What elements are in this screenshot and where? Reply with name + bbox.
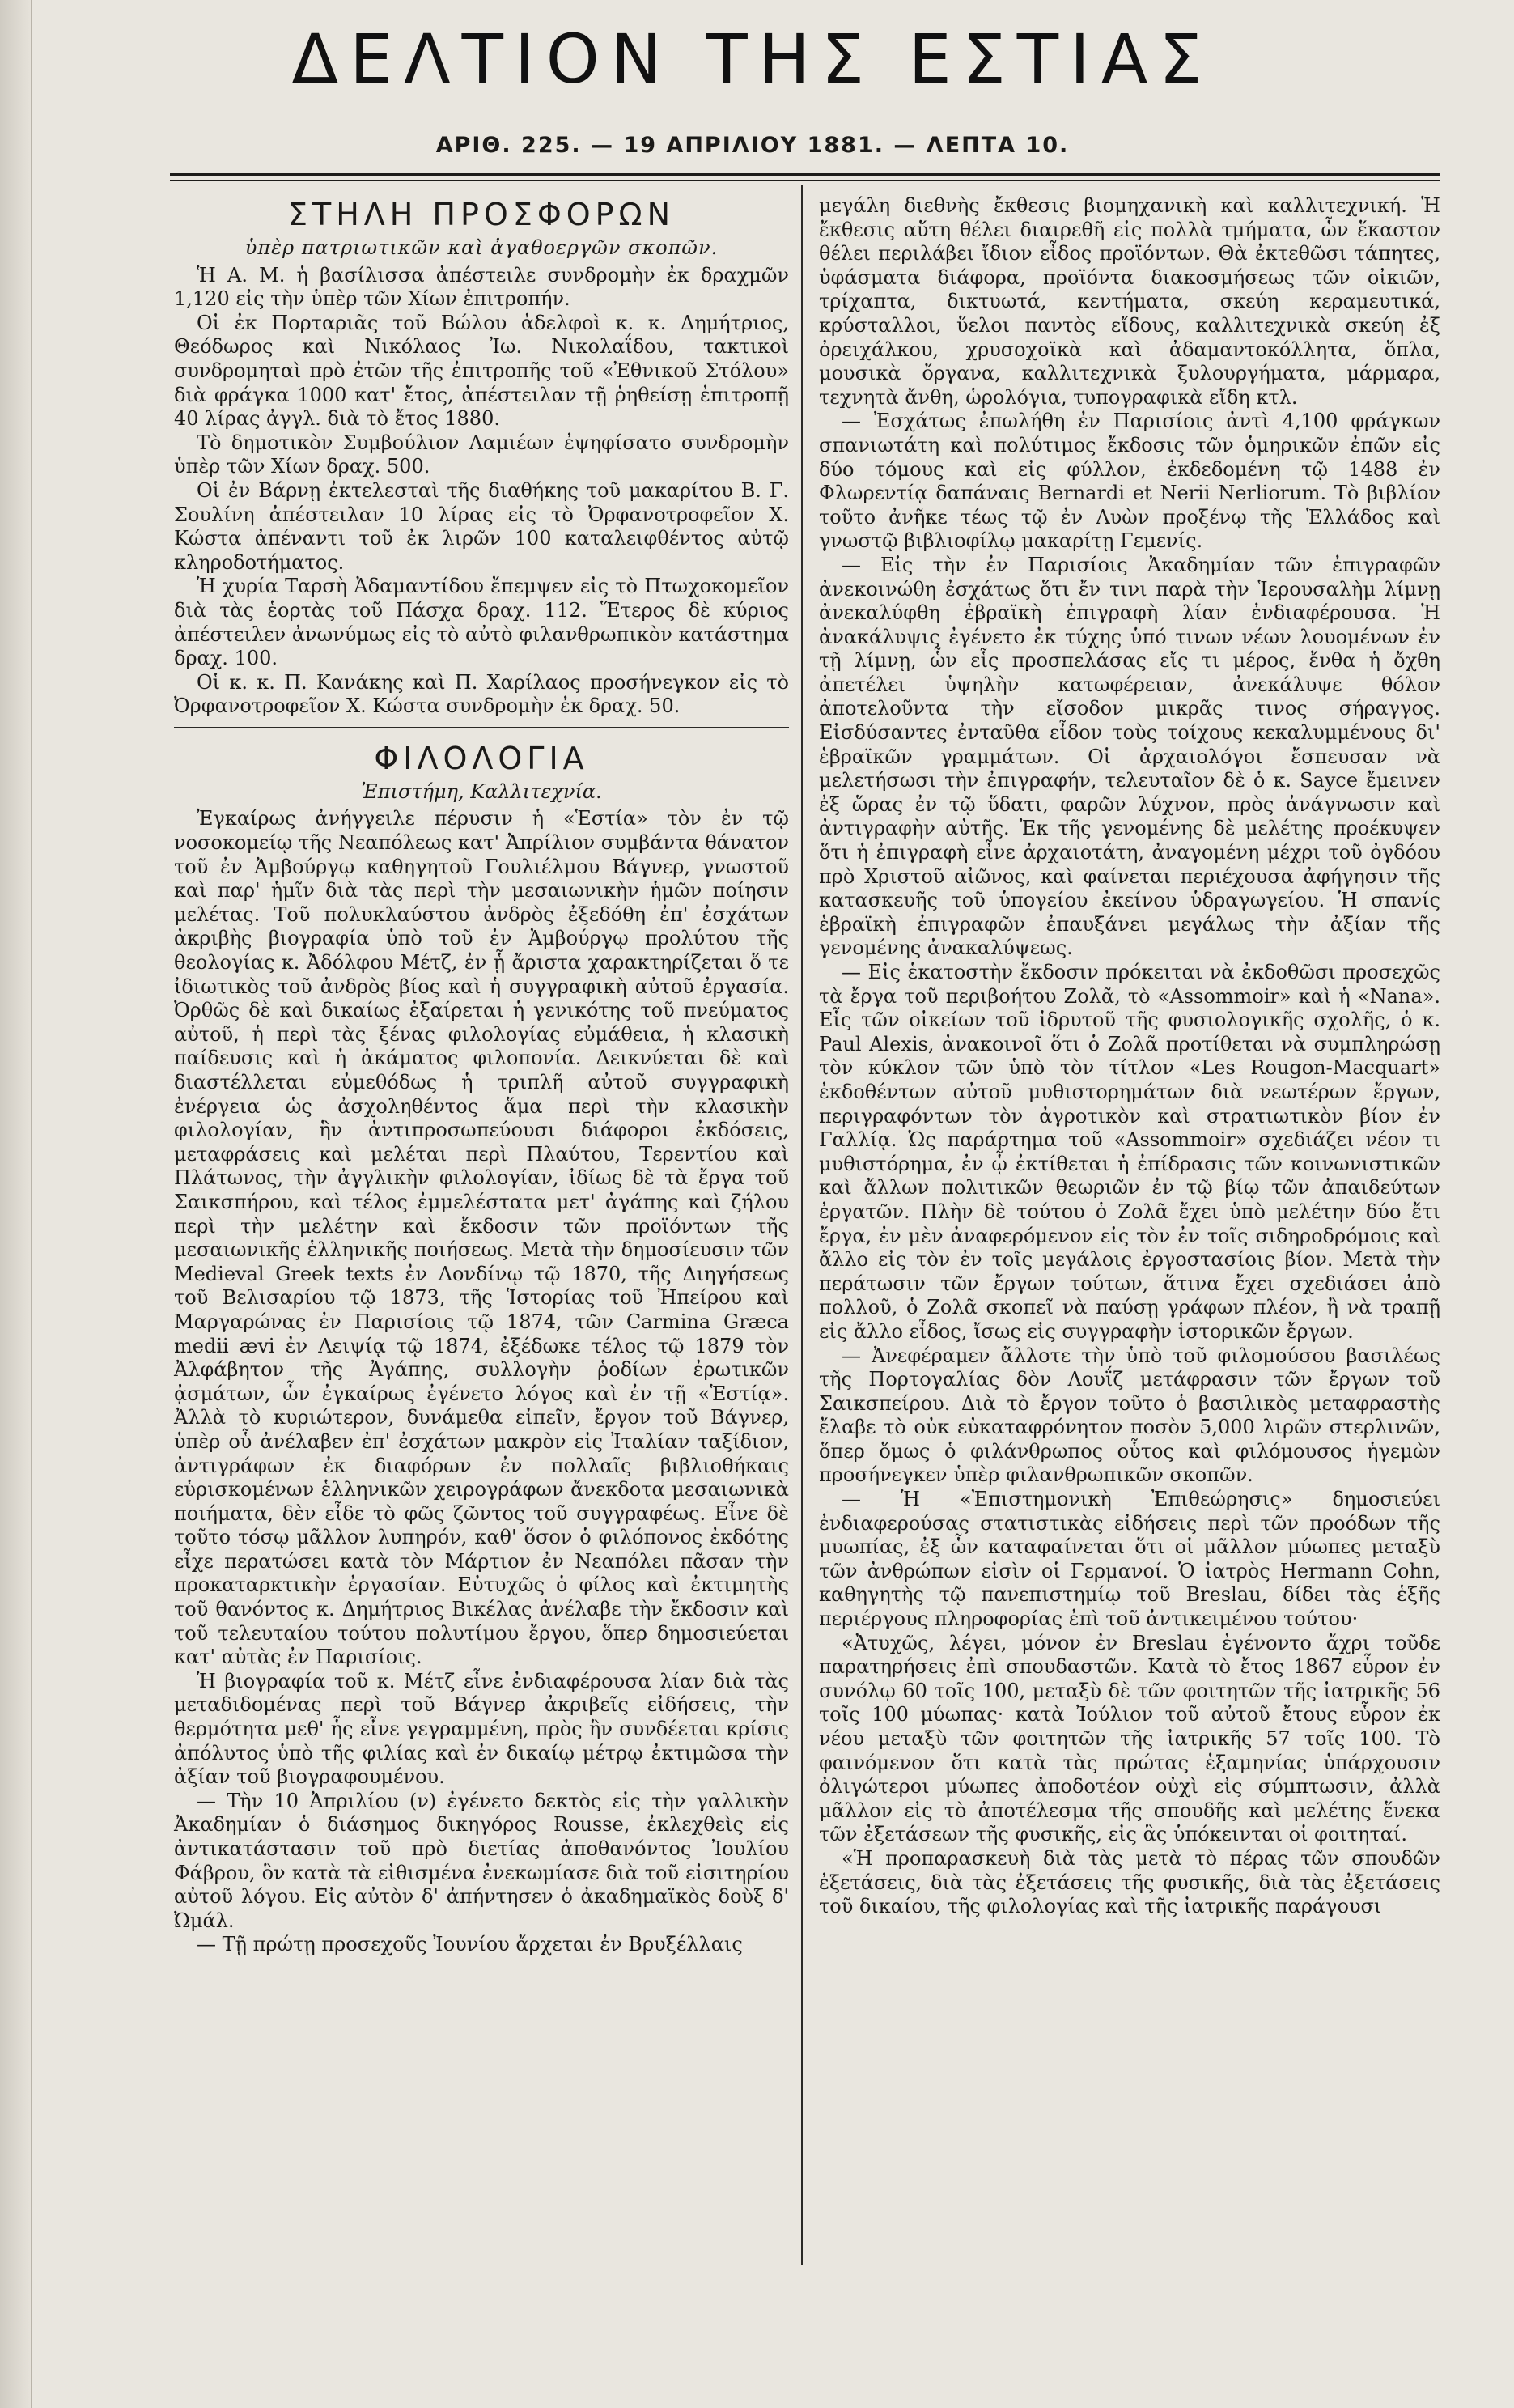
offers-heading: ΣΤΗΛΗ ΠΡΟΣΦΟΡΩΝ [287,197,676,232]
previous-page-edge [0,0,32,2408]
offer-paragraph: Ἡ Α. Μ. ἡ βασίλισσα ἀπέστειλε συνδρομὴν ἐκ δραχμῶν 1,120 εἰς τὴν ὑπὲρ τῶν Χίων ἐπιτροπήν. [174,263,789,311]
article-paragraph: — Ἡ «Ἐπιστημονικὴ Ἐπιθεώρησις» δημοσιεύει ἐνδιαφερούσας στατιστικὰς εἰδήσεις περὶ τῶν προόδων τῆς μυωπίας, ἐξ ὧν καταφαίνεται ὅτι οἱ μᾶλλον μύωπες μεταξὺ τῶν ἀνθρώπων εἰσὶν οἱ Γερμανοί. Ὁ ἰατρὸς Hermann Cohn, καθηγητὴς τῷ πανεπιστημίῳ τοῦ Breslau, δίδει τὰς ἑξῆς περιέργους πληροφορίας ἐπὶ τοῦ ἀντικειμένου τούτου· [819,1488,1440,1631]
offer-paragraph: Οἱ ἐκ Πορταριᾶς τοῦ Βώλου ἀδελφοὶ κ. κ. Δημήτριος, Θεόδωρος καὶ Νικόλαος Ἰω. Νικολαΐδου, τακτικοὶ συνδρομηταὶ πρὸ ἐτῶν τῆς ἐπιτροπῆς τοῦ «Ἐθνικοῦ Στόλου» διὰ φράγκα 1000 κατ' ἔτος, ἀπέστειλαν τῇ ῥηθείσῃ ἐπιτροπῇ 40 λίρας ἀγγλ. διὰ τὸ ἔτος 1880. [174,311,789,431]
right-column [819,194,1440,1919]
philology-subheading: Ἐπιστήμη, Καλλιτεχνία. [361,779,602,803]
left-column [174,194,789,1957]
article-paragraph: — Ἐσχάτως ἐπωλήθη ἐν Παρισίοις ἀντὶ 4,100 φράγκων σπανιωτάτη καὶ πολύτιμος ἔκδοσις τῶν ὁμηρικῶν ἐπῶν εἰς δύο τόμους καὶ εἰς φύλλον, ἐκδεδομένη τῷ 1488 ἐν Φλωρεντίᾳ δαπάναις Bernardi et Nerii Nerliorum. Τὸ βιβλίον τοῦτο ἀνῆκε τέως τῷ ἐν Λυὼν προξένῳ τῆς Ἑλλάδος καὶ γνωστῷ βιβλιοφίλῳ μακαρίτῃ Γεμενίς. [819,410,1440,553]
offer-paragraph: Τὸ δημοτικὸν Συμβούλιον Λαμιέων ἐψηφίσατο συνδρομὴν ὑπὲρ τῶν Χίων δραχ. 500. [174,431,789,478]
philology-heading: ΦΙΛΟΛΟΓΙΑ [374,740,589,776]
article-paragraph: — Τὴν 10 Ἀπριλίου (ν) ἐγένετο δεκτὸς εἰς τὴν γαλλικὴν Ἀκαδημίαν ὁ διάσημος δικηγόρος Rousse, ἐκλεχθεὶς εἰς ἀντικατάστασιν τοῦ πρὸ διετίας ἀποθανόντος Ἰουλίου Φάβρου, ὃν κατὰ τὰ εἰθισμένα ἐνεκωμίασε διὰ τοῦ εἰσιτηρίου αὐτοῦ λόγου. Εἰς αὐτὸν δ' ἀπήντησεν ὁ ἀκαδημαϊκὸς δοὺξ δ' Ὠμάλ. [174,1789,789,1932]
offer-paragraph: Οἱ ἐν Βάρνῃ ἐκτελεσταὶ τῆς διαθήκης τοῦ μακαρίτου Β. Γ. Σουλίνη ἀπέστειλαν 10 λίρας εἰς τὸ Ὀρφανοτροφεῖον Χ. Κώστα ἀπέναντι τοῦ ἐκ λιρῶν 100 καταλειφθέντος αὐτῷ κληροδοτήματος. [174,478,789,574]
header-rule-thin [170,180,1440,181]
masthead [121,15,1384,158]
article-paragraph: «Ἀτυχῶς, λέγει, μόνον ἐν Breslau ἐγένοντο ἄχρι τοῦδε παρατηρήσεις ἐπὶ σπουδαστῶν. Κατὰ τὸ ἔτος 1867 εὗρον ἐν συνόλῳ 60 τοῖς 100, μεταξὺ δὲ τῶν φοιτητῶν τῆς ἰατρικῆς 56 τοῖς 100 μύωπας· κατὰ Ἰούλιον τοῦ αὐτοῦ ἔτους εὗρον ἐκ νέου μεταξὺ τῶν φοιτητῶν τῆς ἰατρικῆς 57 τοῖς 100. Τὸ φαινόμενον ὅτι κατὰ τὰς πρώτας ἑξαμηνίας ὑπάρχουσιν ὀλιγώτεροι μύωπες ἀποδοτέον οὐχὶ εἰς σύμπτωσιν, ἀλλὰ μᾶλλον εἰς τὸ ἀποτέλεσμα τῆς σπουδῆς καὶ μελέτης ἕνεκα τῶν ἐξετάσεων τῆς φυσικῆς, εἰς ἃς ὑπόκεινται οἱ φοιτηταί. [819,1631,1440,1846]
offer-paragraph: Οἱ κ. κ. Π. Κανάκης καὶ Π. Χαρίλαος προσήνεγκον εἰς τὸ Ὀρφανοτροφεῖον Χ. Κώστα συνδρομὴν ἐκ δραχ. 50. [174,670,789,718]
article-paragraph: — Εἰς τὴν ἐν Παρισίοις Ἀκαδημίαν τῶν ἐπιγραφῶν ἀνεκοινώθη ἐσχάτως ὅτι ἔν τινι παρὰ τὴν Ἱερουσαλὴμ λίμνῃ ἀνεκαλύφθη ἑβραϊκὴ ἐπιγραφὴ λίαν ἐνδιαφέρουσα. Ἡ ἀνακάλυψις ἐγένετο ἐκ τύχης ὑπό τινων νέων λουομένων ἐν τῇ λίμνῃ, ὧν εἷς προσπελάσας εἴς τι μέρος, ἔνθα ἡ ὄχθη ἀπετέλει ὑψηλὴν κατωφέρειαν, ἀνεκάλυψε θόλον ἀποτελοῦντα τὴν εἴσοδον μικρᾶς τινος σήραγγος. Εἰσδύσαντες ἐνταῦθα εἶδον τοὺς τοίχους κεκαλυμμένους δι' ἑβραϊκῶν γραμμάτων. Οἱ ἀρχαιολόγοι ἔσπευσαν νὰ μελετήσωσι τὴν ἐπιγραφήν, τελευταῖον δὲ ὁ κ. Sayce ἔμεινεν ἐξ ὥρας ἐν τῷ ὕδατι, φαρῶν λύχνον, πρὸς ἀνάγνωσιν καὶ ἀντιγραφὴν αὐτῆς. Ἐκ τῆς γενομένης δὲ μελέτης προέκυψεν ὅτι ἡ ἐπιγραφὴ εἶνε ἀρχαιοτάτη, ἀναγομένη μέχρι τοῦ ὀγδόου πρὸ Χριστοῦ αἰῶνος, καὶ φαίνεται περιέχουσα ἀφήγησιν τῆς κατασκευῆς τοῦ ὑπογείου ἐκείνου ὑδραγωγείου. Ἡ σπανίς ἑβραϊκὴ ἐπιγραφῶν ἐπαυξάνει μεγάλως τὴν ἀξίαν τῆς γενομένης ἀνακαλύψεως. [819,553,1440,960]
article-paragraph: Ἐγκαίρως ἀνήγγειλε πέρυσιν ἡ «Ἑστία» τὸν ἐν τῷ νοσοκομείῳ τῆς Νεαπόλεως κατ' Ἀπρίλιον συμβάντα θάνατον τοῦ ἐν Ἀμβούργῳ καθηγητοῦ Γουλιέλμου Βάγνερ, γνωστοῦ καὶ παρ' ἡμῖν διὰ τὰς περὶ τὴν μεσαιωνικὴν ἡμῶν ποίησιν μελέτας. Τοῦ πολυκλαύστου ἀνδρὸς ἐξεδόθη ἐπ' ἐσχάτων ἀκριβὴς βιογραφία ὑπὸ τοῦ ἐν Ἀμβούργῳ προλύτου τῆς θεολογίας κ. Ἀδόλφου Μέτζ, ἐν ᾗ ἄριστα χαρακτηρίζεται ὅ τε ἰδιωτικὸς τοῦ ἀνδρὸς βίος καὶ ἡ συγγραφικὴ αὐτοῦ ἐργασία. Ὀρθῶς δὲ καὶ δικαίως ἐξαίρεται ἡ γενικότης τοῦ πνεύματος αὐτοῦ, ἡ περὶ τὰς ξένας φιλολογίας εὐμάθεια, ἡ κλασικὴ παίδευσις καὶ ἡ ἀκάματος φιλοπονία. Δεικνύεται δὲ καὶ διαστέλλεται εὐμεθόδως ἡ τριπλῆ αὐτοῦ συγγραφικὴ ἐνέργεια ὡς ἀσχοληθέντος ἅμα περὶ τὴν κλασικὴν φιλολογίαν, ἣν ἀντιπροσωπεύουσι διάφοροι ἐκδόσεις, μεταφράσεις καὶ μελέται περὶ Πλαύτου, Τερεντίου καὶ Πλάτωνος, τὴν ἀγγλικὴν φιλολογίαν, ἰδίως δὲ τὰ ἔργα τοῦ Σαικσπήρου, καὶ τέλος ἐμμελέστατα μετ' ἀγάπης καὶ ζήλου περὶ τὴν μελέτην καὶ ἔκδοσιν τῶν προϊόντων τῆς μεσαιωνικῆς ἑλληνικῆς ποιήσεως. Μετὰ τὴν δημοσίευσιν τῶν Medieval Greek texts ἐν Λονδίνῳ τῷ 1870, τῆς Διηγήσεως τοῦ Βελισαρίου τῷ 1873, τῆς Ἱστορίας τοῦ Ἠπείρου καὶ Μαργαρώνας ἐν Παρισίοις τῷ 1874, τῶν Carmina Græca medii ævi ἐν Λειψίᾳ τῷ 1874, ἐξέδωκε τέλος τῷ 1879 τὸν Ἀλφάβητον τῆς Ἀγάπης, συλλογὴν ῥοδίων ἐρωτικῶν ᾀσμάτων, ὧν ἐγκαίρως ἐγένετο λόγος καὶ ἐν τῇ «Ἑστίᾳ». Ἀλλὰ τὸ κυριώτερον, δυνάμεθα εἰπεῖν, ἔργον τοῦ Βάγνερ, ὑπὲρ οὗ ἀνέλαβεν ἐπ' ἐσχάτων μακρὸν εἰς Ἰταλίαν ταξίδιον, ἀντιγράφων ἐκ διαφόρων ἐν πολλαῖς βιβλιοθήκαις εὑρισκομένων ἑλληνικῶν χειρογράφων ἄνεκδοτα μεσαιωνικὰ ποιήματα, δὲν εἶδε τὸ φῶς ζῶντος τοῦ συγγραφέως. Εἶνε δὲ τοῦτο τόσῳ μᾶλλον λυπηρόν, καθ' ὅσον ὁ φιλόπονος ἐκδότης εἶχε περατώσει κατὰ τὸν Μάρτιον ἐν Νεαπόλει πᾶσαν τὴν προκαταρκτικὴν ἐργασίαν. Εὐτυχῶς ὁ φίλος καὶ ἐκτιμητὴς τοῦ θανόντος κ. Δημήτριος Βικέλας ἀνέλαβε τὴν ἔκδοσιν καὶ τοῦ τελευταίου τούτου πολυτίμου ἔργου, ὅπερ δημοσιεύεται κατ' αὐτὰς ἐν Παρισίοις. [174,807,789,1669]
issue-dateline: ΑΡΙΘ. 225. — 19 ΑΠΡΙΛΙΟΥ 1881. — ΛΕΠΤΑ 10. [435,133,1070,158]
article-paragraph: — Ἀνεφέραμεν ἄλλοτε τὴν ὑπὸ τοῦ φιλομούσου βασιλέως τῆς Πορτογαλίας δὸν Λουΐζ μετάφρασιν τῶν ἔργων τοῦ Σαικσπείρου. Διὰ τὸ ἔργον τοῦτο ὁ βασιλικὸς μεταφραστὴς ἔλαβε τὸ οὐκ εὐκαταφρόνητον ποσὸν 5,000 λιρῶν στερλινῶν, ὅπερ ὅμως ὁ φιλάνθρωπος οὗτος καὶ φιλόμουσος ἡγεμὼν προσήνεγκεν ὑπὲρ φιλανθρωπικῶν σκοπῶν. [819,1344,1440,1487]
article-paragraph: — Τῇ πρώτῃ προσεχοῦς Ἰουνίου ἄρχεται ἐν Βρυξέλλαις [197,1933,743,1956]
header-rule [170,173,1440,176]
column-divider [801,185,803,2265]
article-paragraph: μεγάλη διεθνὴς ἔκθεσις βιομηχανικὴ καὶ καλλιτεχνική. Ἡ ἔκθεσις αὕτη θέλει διαιρεθῆ εἰς πολλὰ τμήματα, ὧν ἕκαστον θέλει περιλάβει ἴδιον εἶδος προϊόντων. Θὰ ἐκτεθῶσι τάπητες, ὑφάσματα διάφορα, προϊόντα διακοσμήσεως τῶν οἰκιῶν, τρίχαπτα, δικτυωτά, κεντήματα, σκεύη κεραμευτικά, κρύσταλλοι, ὕελοι παντὸς εἴδους, καλλιτεχνικὰ σκεύη ἐξ ὀρειχάλκου, χρυσοχοϊκὰ καὶ ἀδαμαντοκόλλητα, ὅπλα, μουσικὰ ὄργανα, καλλιτεχνικὰ ξυλουργήματα, μάρμαρα, τεχνητὰ ἄνθη, ὡρολόγια, τυπογραφικὰ εἴδη κτλ. [819,194,1440,409]
offers-subheading: ὑπὲρ πατριωτικῶν καὶ ἀγαθοεργῶν σκοπῶν. [244,236,719,259]
section-divider [174,727,789,728]
offer-paragraph: Ἡ χυρία Ταρσὴ Ἀδαμαντίδου ἔπεμψεν εἰς τὸ Πτωχοκομεῖον διὰ τὰς ἑορτὰς τοῦ Πάσχα δραχ. 112. Ἕτερος δὲ κύριος ἀπέστειλεν ἀνωνύμως εἰς τὸ αὐτὸ φιλανθρωπικὸν κατάστημα δραχ. 100. [174,575,789,670]
newspaper-title: ΔΕΛΤΙΟΝ ΤΗΣ ΕΣΤΙΑΣ [291,19,1214,99]
article-paragraph: Ἡ βιογραφία τοῦ κ. Μέτζ εἶνε ἐνδιαφέρουσα λίαν διὰ τὰς μεταδιδομένας περὶ τοῦ Βάγνερ ἀκριβεῖς εἰδήσεις, τὴν θερμότητα μεθ' ἧς εἶνε γεγραμμένη, πρὸς ἣν συνδέεται κρίσις ἀπόλυτος ὑπὸ τῆς φιλίας καὶ ἐν δικαίῳ μέτρῳ ἐκτιμῶσα τὴν ἀξίαν τοῦ βιογραφουμένου. [174,1669,789,1789]
article-paragraph: «Ἡ προπαρασκευὴ διὰ τὰς μετὰ τὸ πέρας τῶν σπουδῶν ἐξετάσεις, διὰ τὰς ἐξετάσεις τῆς φυσικῆς, διὰ τὰς ἐξετάσεις τοῦ δικαίου, τῆς φιλολογίας καὶ τῆς ἰατρικῆς παράγουσι [819,1846,1440,1918]
article-paragraph: — Εἰς ἑκατοστὴν ἔκδοσιν πρόκειται νὰ ἐκδοθῶσι προσεχῶς τὰ ἔργα τοῦ περιβοήτου Ζολᾶ, τὸ «Assommoir» καὶ ἡ «Nana». Εἷς τῶν οἰκείων τοῦ ἱδρυτοῦ τῆς φυσιολογικῆς σχολῆς, ὁ κ. Paul Alexis, ἀνακοινοῖ ὅτι ὁ Ζολᾶ προτίθεται νὰ συμπληρώσῃ τὸν κύκλον τῶν ὑπὸ τὸν τίτλον «Les Rougon-Macquart» ἐκδοθέντων αὐτοῦ μυθιστορημάτων διὰ νεωτέρων ἔργων, περιγραφόντων τὸν ἀγροτικὸν καὶ στρατιωτικὸν βίον ἐν Γαλλίᾳ. Ὡς παράρτημα τοῦ «Assommoir» σχεδιάζει νέον τι μυθιστόρημα, ἐν ᾧ ἐκτίθεται ἡ ἐπίδρασις τῶν κοινωνιστικῶν καὶ ἄλλων πολιτικῶν θεωριῶν ἐν τῷ βίῳ τῶν ἀπαιδεύτων ἐργατῶν. Πλὴν δὲ τούτου ὁ Ζολᾶ ἔχει ὑπὸ μελέτην δύο ἔτι ἔργα, ἐν μὲν ἀναφερόμενον εἰς τὸν ἐν τοῖς σιδηροδρόμοις καὶ ἄλλο εἰς τὸν ἐν τοῖς μεγάλοις ἐργοστασίοις βίον. Μετὰ τὴν περάτωσιν τῶν ἔργων τούτων, ἅτινα ἔχει σχεδιάσει ἀπὸ πολλοῦ, ὁ Ζολᾶ σκοπεῖ νὰ παύσῃ γράφων πλέον, ἢ νὰ τραπῇ εἰς ἄλλο εἶδος, ἴσως εἰς συγγραφὴν ἱστορικῶν ἔργων. [819,961,1440,1343]
